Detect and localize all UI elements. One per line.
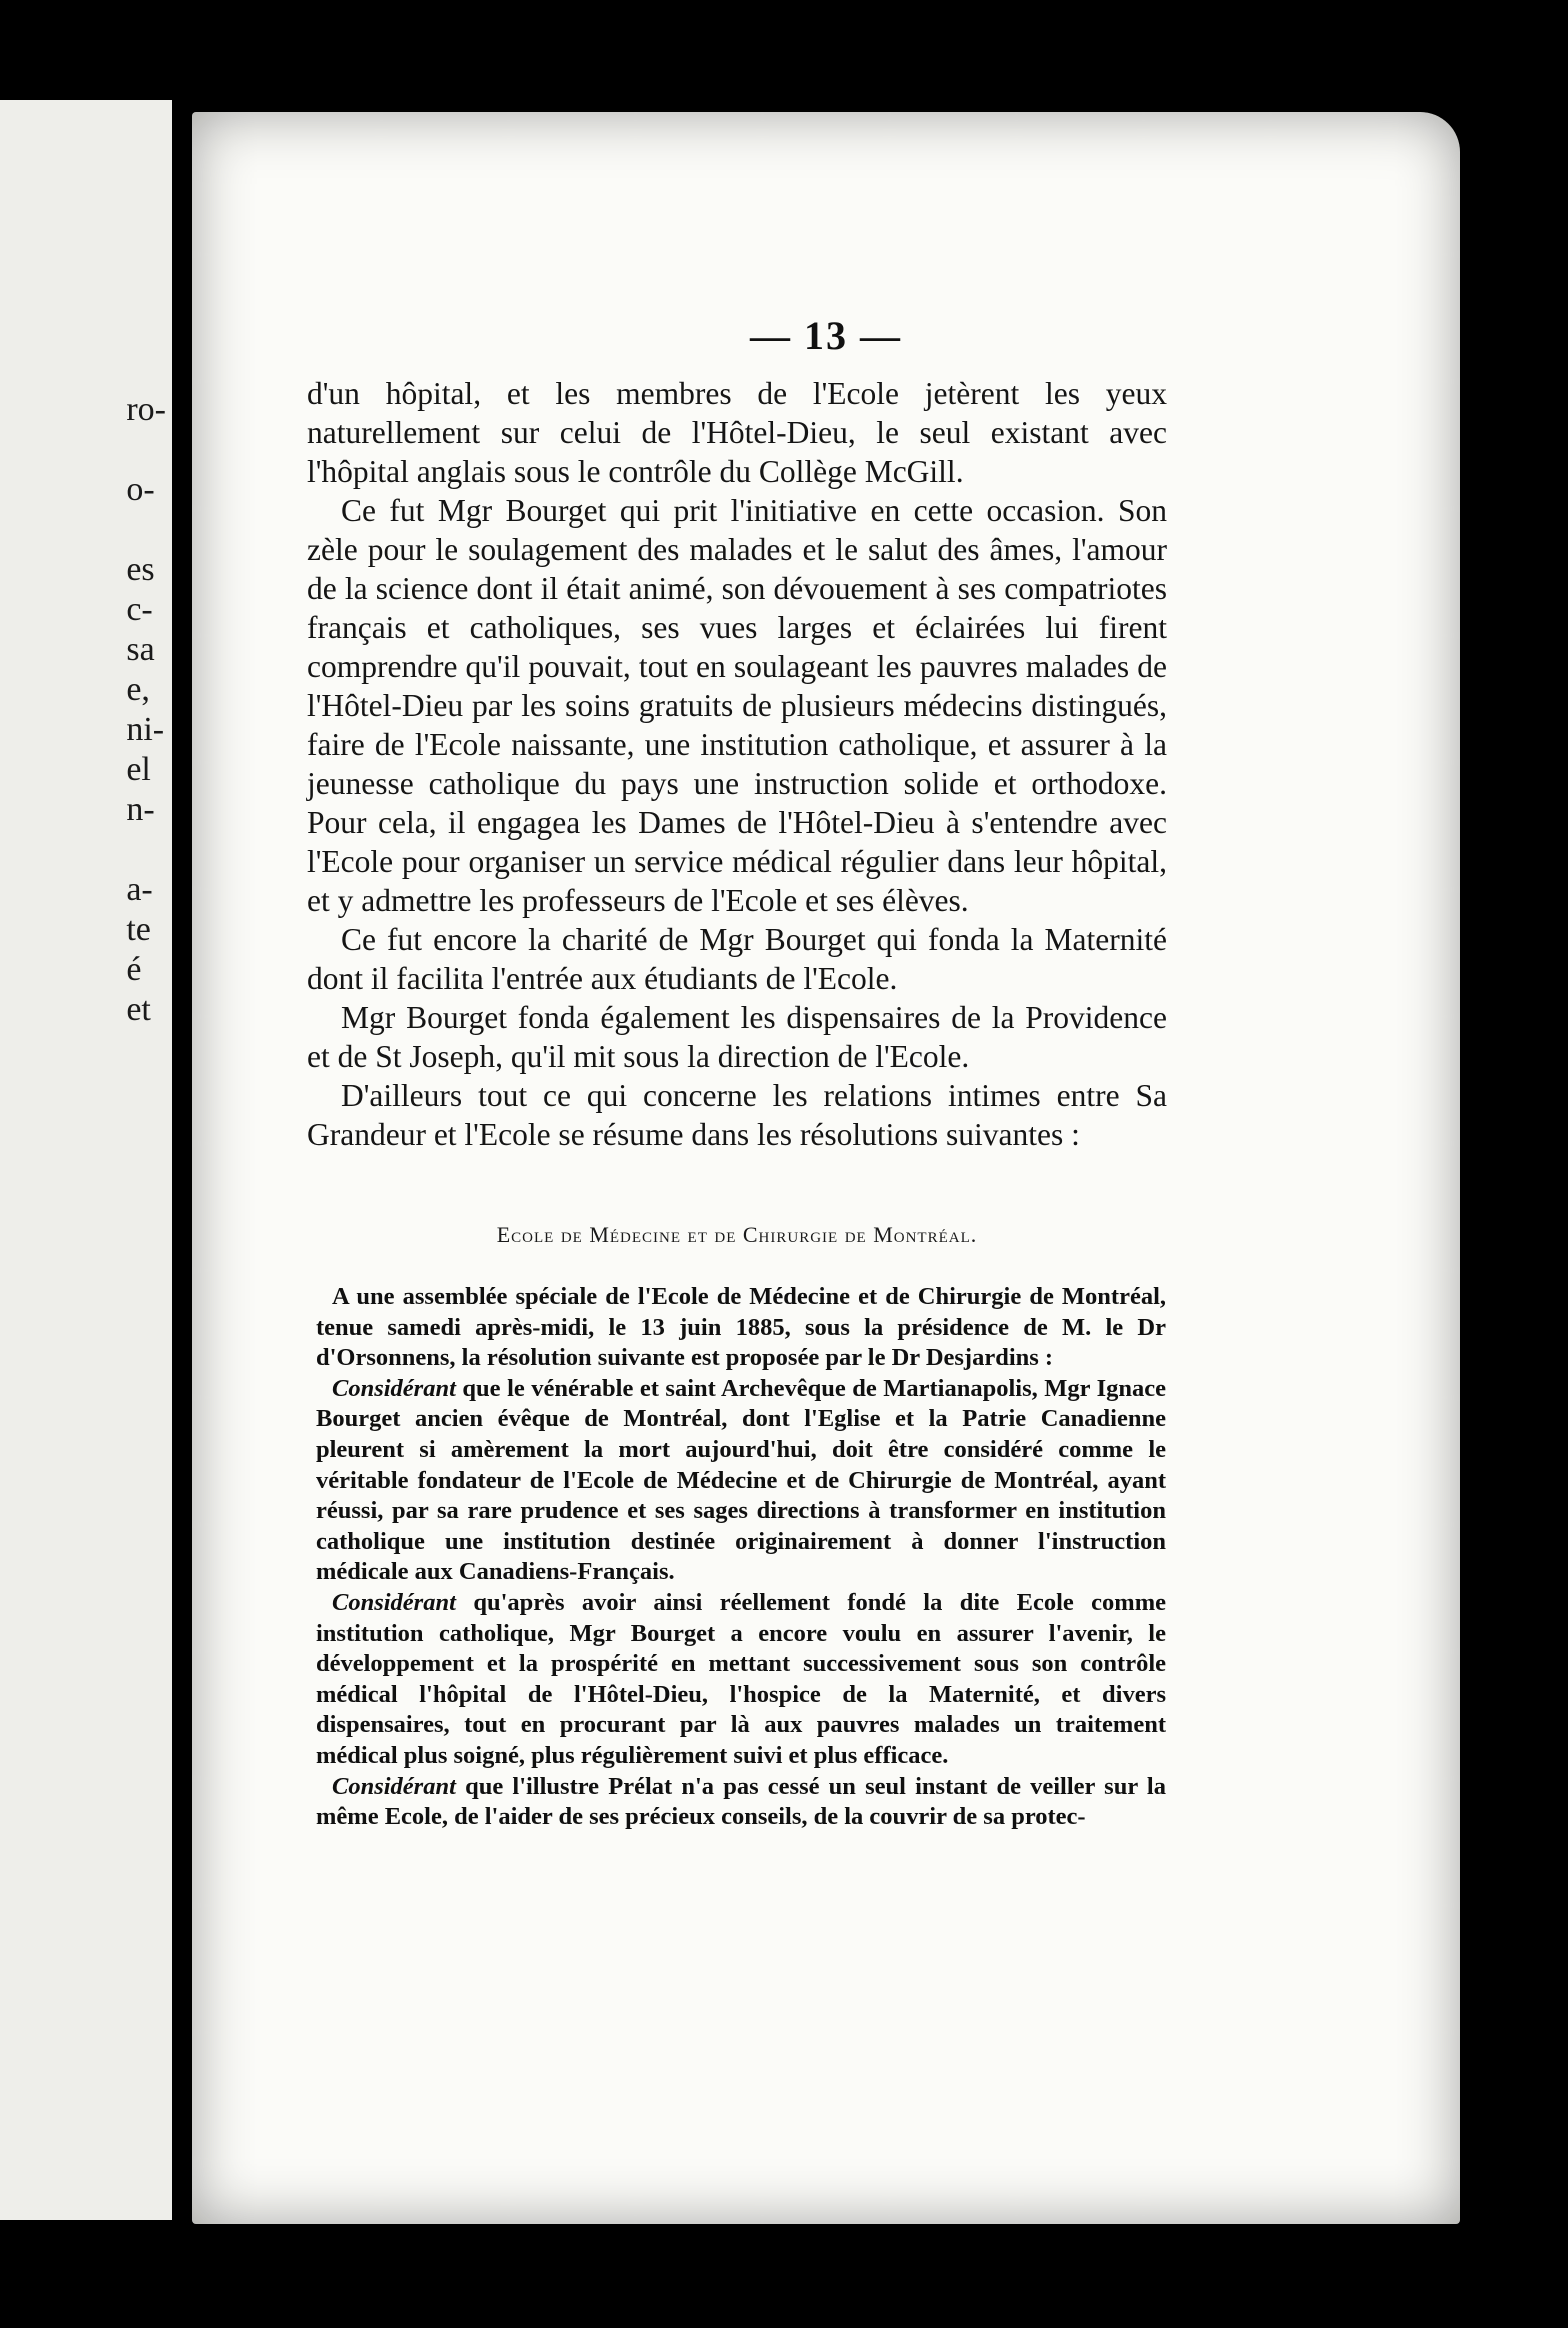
fragment-line	[126, 830, 166, 870]
considerant-text: que le vénérable et saint Archevêque de Martianapolis, Mgr Ignace Bourget ancien évêque de Montréal, dont l'Eglise et la Patrie Canadienne pleurent si amèrement la mort aujourd'hui, doit être considéré comme le véritable fondateur de l'Ecole de Médecine et de Chirurgie de Montréal, ayant réussi, par sa rare prudence et ses sages directions à transformer en institution catholique une institution destinée originairement à donner l'instruction médicale aux Canadiens-Français.	[316, 1374, 1166, 1586]
fragment-line: o-	[126, 471, 155, 508]
fragment-line: ni-	[126, 711, 165, 748]
main-text	[307, 374, 1167, 1154]
fragment-line: te	[126, 911, 151, 948]
considerant-lead: Considérant	[332, 1772, 456, 1800]
fragment-line: sa	[126, 631, 155, 668]
considerant-text: que l'illustre Prélat n'a pas cessé un seul instant de veiller sur la même Ecole, de l'aider de ses précieux conseils, de la couvrir de sa protec-	[316, 1772, 1166, 1831]
paragraph: d'un hôpital, et les membres de l'Ecole jetèrent les yeux naturellement sur celui de l'Hôtel-Dieu, le seul existant avec l'hôpital anglais sous le contrôle du Collège McGill.	[307, 376, 1167, 489]
fragment-line: c-	[126, 591, 153, 628]
book-gutter	[172, 100, 192, 2220]
considerant-lead: Considérant	[332, 1588, 456, 1616]
fragment-line: et	[126, 991, 151, 1028]
fragment-line	[126, 430, 166, 470]
book-page	[192, 112, 1460, 2224]
considerant-lead: Considérant	[332, 1374, 456, 1402]
considerant-text: qu'après avoir ainsi réellement fondé la dite Ecole comme institution catholique, Mgr Bourget a encore voulu en assurer l'avenir, le développement et la prospérité en mettant successivement sous son contrôle médical l'hôpital de l'Hôtel-Dieu, l'hospice de la Maternité, et divers dispensaires, tout en procurant par là aux pauvres malades un traitement médical plus soigné, plus régulièrement suivi et plus efficace.	[316, 1588, 1166, 1769]
adjacent-page-edge	[0, 100, 172, 2220]
paragraph: Ce fut encore la charité de Mgr Bourget qui fonda la Maternité dont il facilita l'entrée aux étudiants de l'Ecole.	[307, 922, 1167, 996]
page-number: — 13 —	[750, 313, 902, 358]
fragment-line: n-	[126, 791, 155, 828]
fragment-line: é	[126, 951, 142, 988]
paragraph: Ce fut Mgr Bourget qui prit l'initiative en cette occasion. Son zèle pour le soulagement des malades et le salut des âmes, l'amour de la science dont il était animé, son dévouement à ses compatriotes français et catholiques, ses vues larges et éclairées lui firent comprendre qu'il pouvait, tout en soulageant les pauvres malades de l'Hôtel-Dieu par les soins gratuits de plusieurs médecins distingués, faire de l'Ecole naissante, une institution catholique, et assurer à la jeunesse catholique du pays une instruction solide et orthodoxe. Pour cela, il engagea les Dames de l'Hôtel-Dieu à s'entendre avec l'Ecole pour organiser un service médical régulier dans leur hôpital, et y admettre les professeurs de l'Ecole et ses élèves.	[307, 493, 1167, 918]
fragment-line: e,	[126, 671, 150, 708]
fragment-line: ro-	[126, 391, 166, 428]
considerant-paragraph	[316, 1772, 1166, 1833]
considerant-paragraph	[316, 1374, 1166, 1588]
resolution-block	[316, 1282, 1166, 1833]
fragment-line	[126, 510, 166, 550]
adjacent-page-fragments	[126, 390, 166, 1030]
fragment-line: es	[126, 551, 155, 588]
resolution-intro: A une assemblée spéciale de l'Ecole de Médecine et de Chirurgie de Montréal, tenue samedi après-midi, le 13 juin 1885, sous la présidence de M. le Dr d'Orsonnens, la résolution suivante est proposée par le Dr Desjardins :	[316, 1283, 1166, 1372]
section-heading: Ecole de Médecine et de Chirurgie de Montréal.	[496, 1222, 978, 1247]
paragraph: Mgr Bourget fonda également les dispensaires de la Providence et de St Joseph, qu'il mit sous la direction de l'Ecole.	[307, 1000, 1167, 1074]
paragraph: D'ailleurs tout ce qui concerne les relations intimes entre Sa Grandeur et l'Ecole se résume dans les résolutions suivantes :	[307, 1078, 1167, 1152]
fragment-line: el	[126, 751, 151, 788]
considerant-paragraph	[316, 1588, 1166, 1772]
fragment-line: a-	[126, 871, 153, 908]
